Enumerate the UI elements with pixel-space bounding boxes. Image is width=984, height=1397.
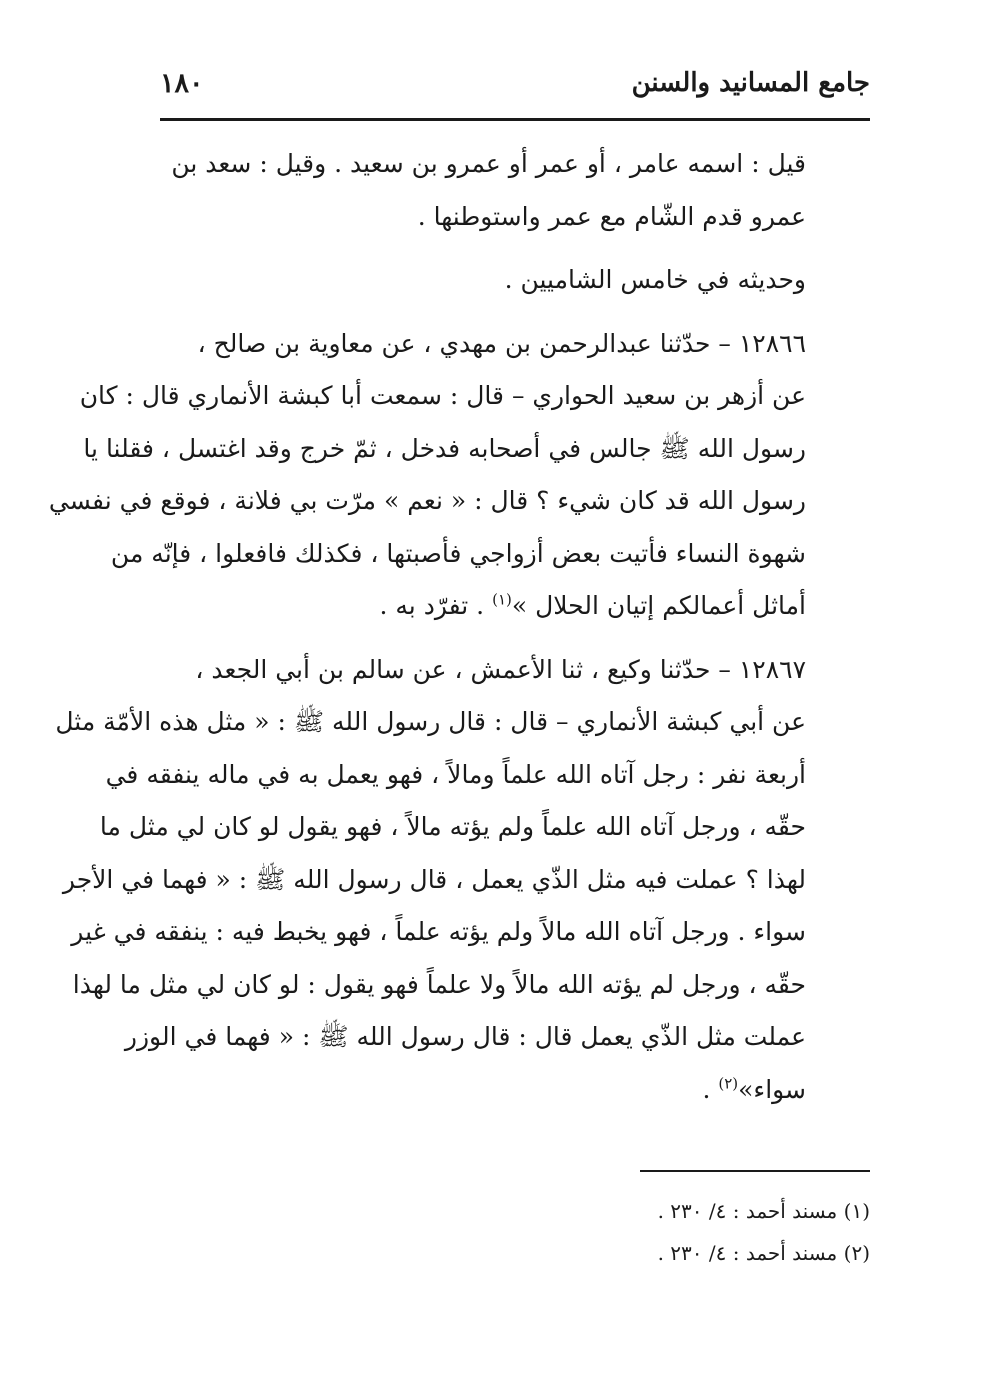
text-line: عمرو قدم الشّام مع عمر واستوطنها . — [417, 201, 806, 231]
paragraph-narrator-name — [160, 138, 870, 243]
text-line: أربعة نفر : رجل آتاه الله علماً ومالاً ، فهو يعمل به في ماله ينفقه في — [105, 759, 806, 789]
text-line: رسول الله ﷺ جالس في أصحابه فدخل ، ثمّ خرج وقد اغتسل ، فقلنا يا — [83, 433, 806, 463]
text-line: سواء . ورجل آتاه الله مالاً ولم يؤته علماً ، فهو يخبط فيه : ينفقه في غير — [71, 917, 806, 946]
text-line: ١٢٨٦٦ – حدّثنا عبدالرحمن بن مهدي ، عن معاوية بن صالح ، — [197, 328, 806, 358]
text-line: شهوة النساء فأتيت بعض أزواجي فأصبتها ، فكذلك فافعلوا ، فإنّه من — [110, 538, 806, 568]
text-line: عملت مثل الذّي يعمل قال : قال رسول الله ﷺ : « فهما في الوزر — [124, 1022, 806, 1051]
text-line-with-footnote — [160, 580, 870, 633]
footnote-ref-1[interactable]: (١) — [492, 590, 512, 609]
page-header — [160, 62, 870, 112]
text-line: رسول الله قد كان شيء ؟ قال : « نعم » مرّت بي فلانة ، فوقع في نفسي — [48, 486, 806, 515]
text-segment: . — [702, 1074, 719, 1104]
running-title: جامع المسانيد والسنن — [631, 68, 870, 98]
footnote-1: (١) مسند أحمد : ٤/ ٢٣٠ . — [657, 1199, 870, 1223]
paragraph-hadith-12867 — [55, 644, 870, 1117]
text-line: ١٢٨٦٧ – حدّثنا وكيع ، ثنا الأعمش ، عن سالم بن أبي الجعد ، — [195, 654, 806, 684]
text-segment: . تفرّد به . — [379, 591, 493, 620]
text-segment: أماثل أعمالكم إتيان الحلال » — [511, 591, 806, 620]
text-line: وحديثه في خامس الشاميين . — [504, 265, 806, 294]
text-line: لهذا ؟ عملت فيه مثل الذّي يعمل ، قال رسول الله ﷺ : « فهما في الأجر — [62, 864, 806, 894]
footnotes — [560, 1190, 870, 1274]
paragraph-source-note — [160, 254, 870, 307]
text-line: عن أزهر بن سعيد الحواري – قال : سمعت أبا كبشة الأنماري قال : كان — [79, 381, 806, 410]
footnote-ref-2[interactable]: (٢) — [718, 1074, 739, 1093]
text-line-with-footnote — [160, 1064, 870, 1117]
text-line: حقّه ، ورجل لم يؤته الله مالاً ولا علماً فهو يقول : لو كان لي مثل ما لهذا — [72, 969, 806, 999]
text-line: عن أبي كبشة الأنماري – قال : قال رسول الله ﷺ : « مثل هذه الأمّة مثل — [55, 707, 806, 736]
footnote-2: (٢) مسند أحمد : ٤/ ٢٣٠ . — [657, 1241, 870, 1265]
footnote-separator — [640, 1170, 870, 1172]
paragraph-hadith-12866 — [48, 318, 870, 633]
page-number: ١٨٠ — [160, 68, 204, 99]
header-rule — [160, 118, 870, 121]
text-line: قيل : اسمه عامر ، أو عمر أو عمرو بن سعيد . وقيل : سعد بن — [171, 149, 806, 178]
text-line: حقّه ، ورجل آتاه الله علماً ولم يؤته مالاً ، فهو يقول لو كان لي مثل ما — [99, 812, 806, 841]
body-text — [48, 138, 870, 1127]
text-segment: سواء» — [738, 1074, 806, 1104]
